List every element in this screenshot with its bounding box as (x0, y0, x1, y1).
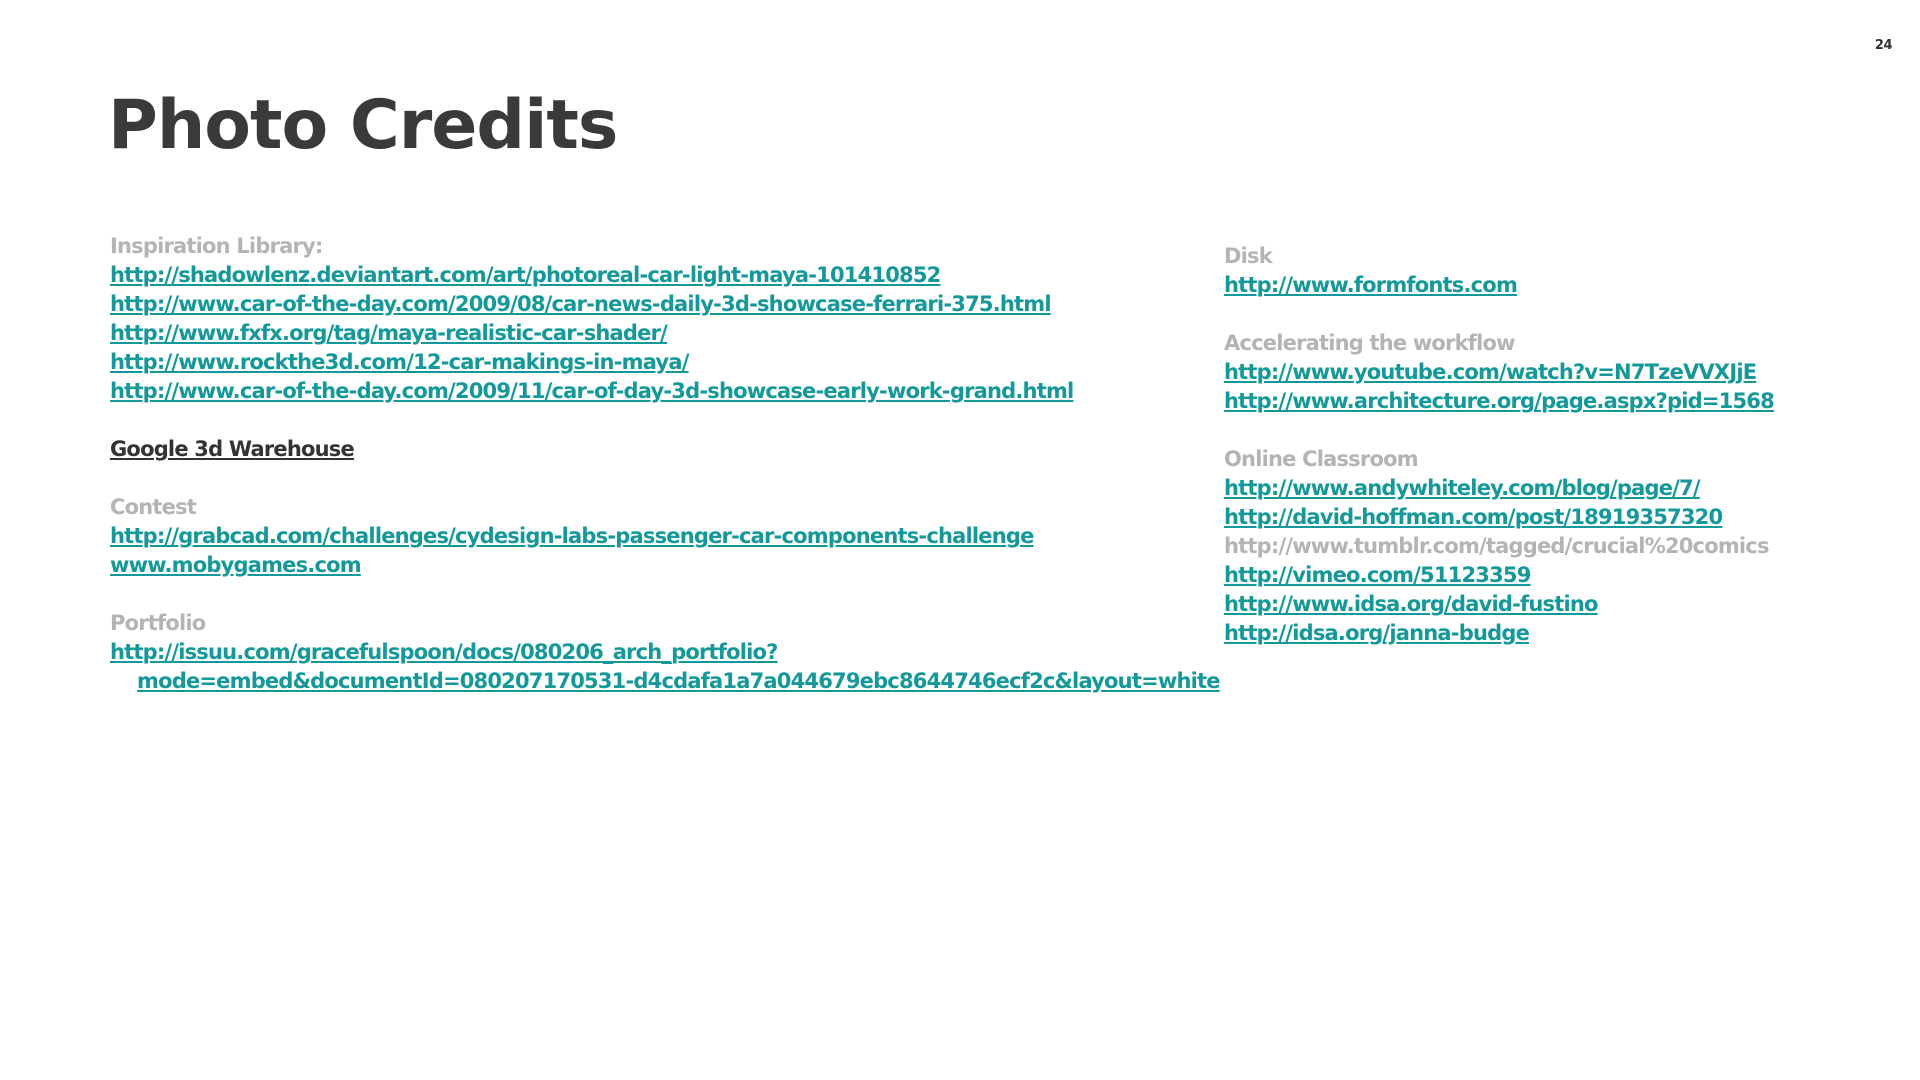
credit-link[interactable]: http://www.car-of-the-day.com/2009/08/car-news-daily-3d-showcase-ferrari-375.html (110, 292, 1051, 316)
section-heading-disk: Disk (1224, 244, 1272, 268)
credit-link[interactable]: http://vimeo.com/51123359 (1224, 563, 1531, 587)
credit-link[interactable]: http://www.architecture.org/page.aspx?pid=1568 (1224, 389, 1774, 413)
right-column (1224, 242, 1884, 677)
section-heading-workflow: Accelerating the workflow (1224, 331, 1515, 355)
credit-link[interactable]: http://idsa.org/janna-budge (1224, 621, 1530, 645)
workflow-section (1224, 329, 1884, 416)
section-heading-contest: Contest (110, 495, 197, 519)
credit-link[interactable]: http://www.car-of-the-day.com/2009/11/car-of-day-3d-showcase-early-work-grand.html (110, 379, 1074, 403)
page-number: 24 (1874, 38, 1892, 53)
page-title: Photo Credits (108, 86, 618, 165)
inspiration-section (110, 232, 1170, 406)
credit-link[interactable]: http://www.youtube.com/watch?v=N7TzeVVXJjE (1224, 360, 1757, 384)
classroom-section (1224, 445, 1884, 648)
credit-link[interactable]: http://david-hoffman.com/post/18919357320 (1224, 505, 1723, 529)
section-heading-inspiration: Inspiration Library: (110, 234, 323, 258)
left-column (110, 232, 1220, 725)
section-heading-portfolio: Portfolio (110, 611, 206, 635)
section-heading-classroom: Online Classroom (1224, 447, 1418, 471)
credit-link[interactable]: http://www.rockthe3d.com/12-car-makings-in-maya/ (110, 350, 689, 374)
plain-credit-text: http://www.tumblr.com/tagged/crucial%20comics (1224, 534, 1769, 558)
credit-link[interactable]: http://www.fxfx.org/tag/maya-realistic-car-shader/ (110, 321, 668, 345)
credit-link[interactable]: www.mobygames.com (110, 553, 361, 577)
portfolio-link-line2[interactable]: mode=embed&documentId=080207170531-d4cdafa1a7a044679ebc8644746ecf2c&layout=white (137, 669, 1220, 693)
credit-link[interactable]: http://www.andywhiteley.com/blog/page/7/ (1224, 476, 1700, 500)
disk-section (1224, 242, 1884, 300)
portfolio-link-line1[interactable]: http://issuu.com/gracefulspoon/docs/080206_arch_portfolio? (110, 640, 778, 664)
credit-link[interactable]: http://shadowlenz.deviantart.com/art/photoreal-car-light-maya-101410852 (110, 263, 941, 287)
google-warehouse-link[interactable]: Google 3d Warehouse (110, 437, 354, 461)
portfolio-section (110, 609, 1220, 696)
credit-link[interactable]: http://www.formfonts.com (1224, 273, 1518, 297)
credit-link[interactable]: http://www.idsa.org/david-fustino (1224, 592, 1598, 616)
credit-link[interactable]: http://grabcad.com/challenges/cydesign-labs-passenger-car-components-challenge (110, 524, 1034, 548)
contest-section (110, 493, 1170, 580)
google-warehouse-section (110, 435, 1170, 464)
